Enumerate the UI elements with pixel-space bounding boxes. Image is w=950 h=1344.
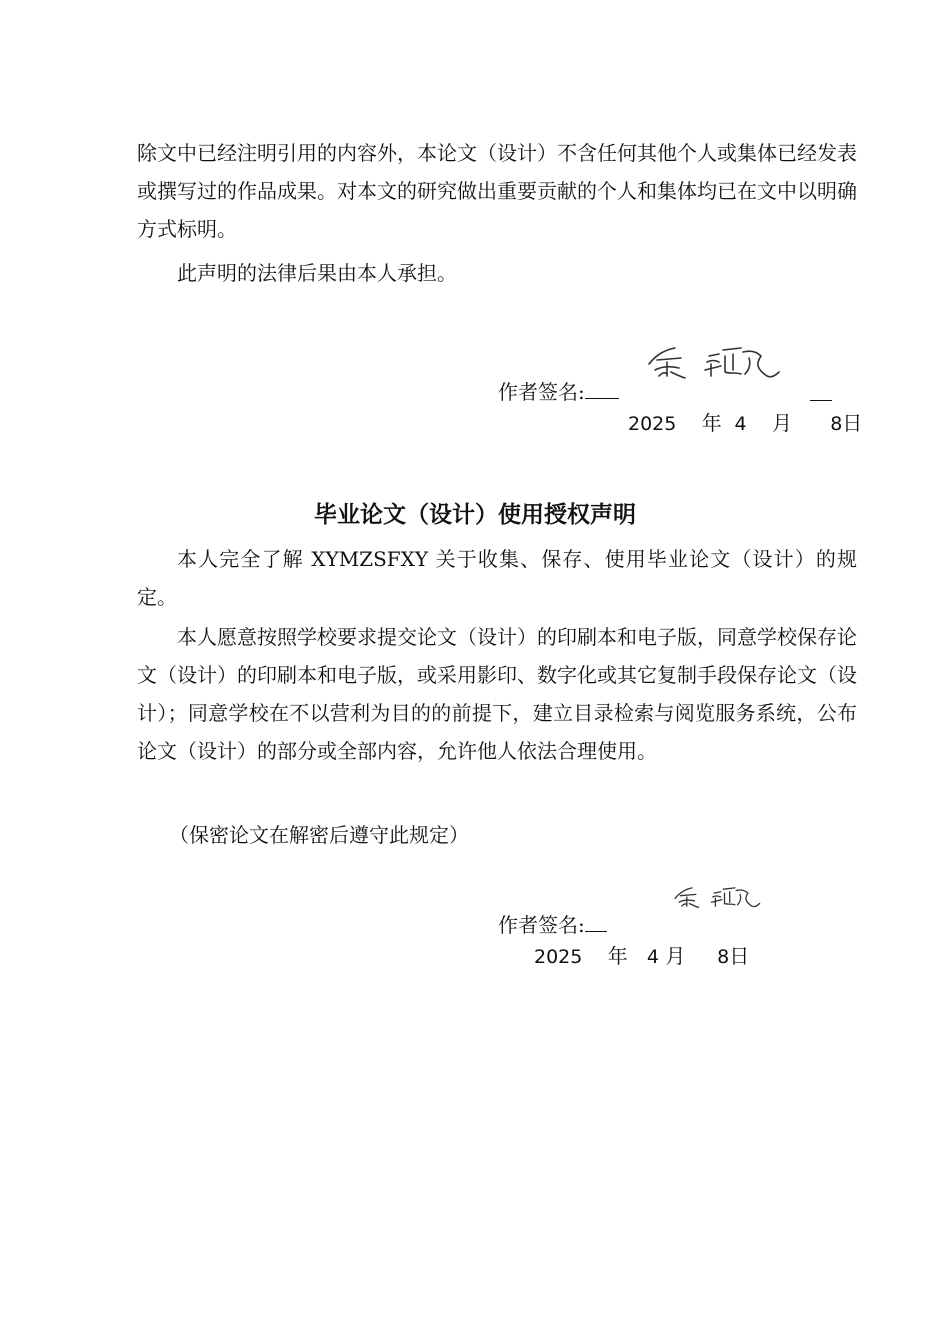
date-year: 2025 [628, 413, 677, 435]
authorization-paragraph-2: 本人愿意按照学校要求提交论文（设计）的印刷本和电子版，同意学校保存论文（设计）的印刷本和电子版，或采用影印、数字化或其它复制手段保存论文（设计）；同意学校在不以营利为目的的前提下，建立目录检索与阅览服务系统，公布论文（设计）的部分或全部内容，允许他人依法合理使用。 [137, 625, 857, 763]
signature-label: 作者签名: [498, 380, 585, 404]
handwritten-signature [645, 342, 785, 382]
date-day: 8 [830, 413, 843, 435]
signature-underline [585, 380, 619, 399]
signature-underline [585, 913, 607, 932]
handwritten-signature [672, 884, 764, 910]
date-year-unit: 年 [701, 411, 722, 435]
date-day: 8 [717, 946, 730, 968]
date-year-unit: 年 [607, 944, 628, 968]
page-title: 毕业论文（设计）使用授权声明 [314, 502, 636, 528]
authorization-date [534, 944, 749, 969]
date-day-unit: 日 [729, 944, 750, 968]
date-month-unit: 月 [772, 411, 793, 435]
declaration-signature-row [498, 380, 619, 404]
authorization-paragraph-1: 本人完全了解 XYMZSFXY 关于收集、保存、使用毕业论文（设计）的规定。 [137, 547, 857, 609]
authorization-note: （保密论文在解密后遵守此规定） [169, 823, 469, 847]
date-month: 4 [646, 946, 659, 968]
date-month: 4 [734, 413, 747, 435]
declaration-paragraph-1: 除文中已经注明引用的内容外，本论文（设计）不含任何其他个人或集体已经发表或撰写过的作品成果。对本文的研究做出重要贡献的个人和集体均已在文中以明确方式标明。 [137, 141, 857, 241]
declaration-paragraph-2: 此声明的法律后果由本人承担。 [177, 261, 457, 285]
signature-underline-tail [810, 382, 832, 401]
authorization-signature-row [498, 913, 607, 937]
signature-label: 作者签名: [498, 913, 585, 937]
date-day-unit: 日 [842, 411, 863, 435]
declaration-date [628, 411, 862, 436]
date-month-unit: 月 [665, 944, 686, 968]
date-year: 2025 [534, 946, 583, 968]
